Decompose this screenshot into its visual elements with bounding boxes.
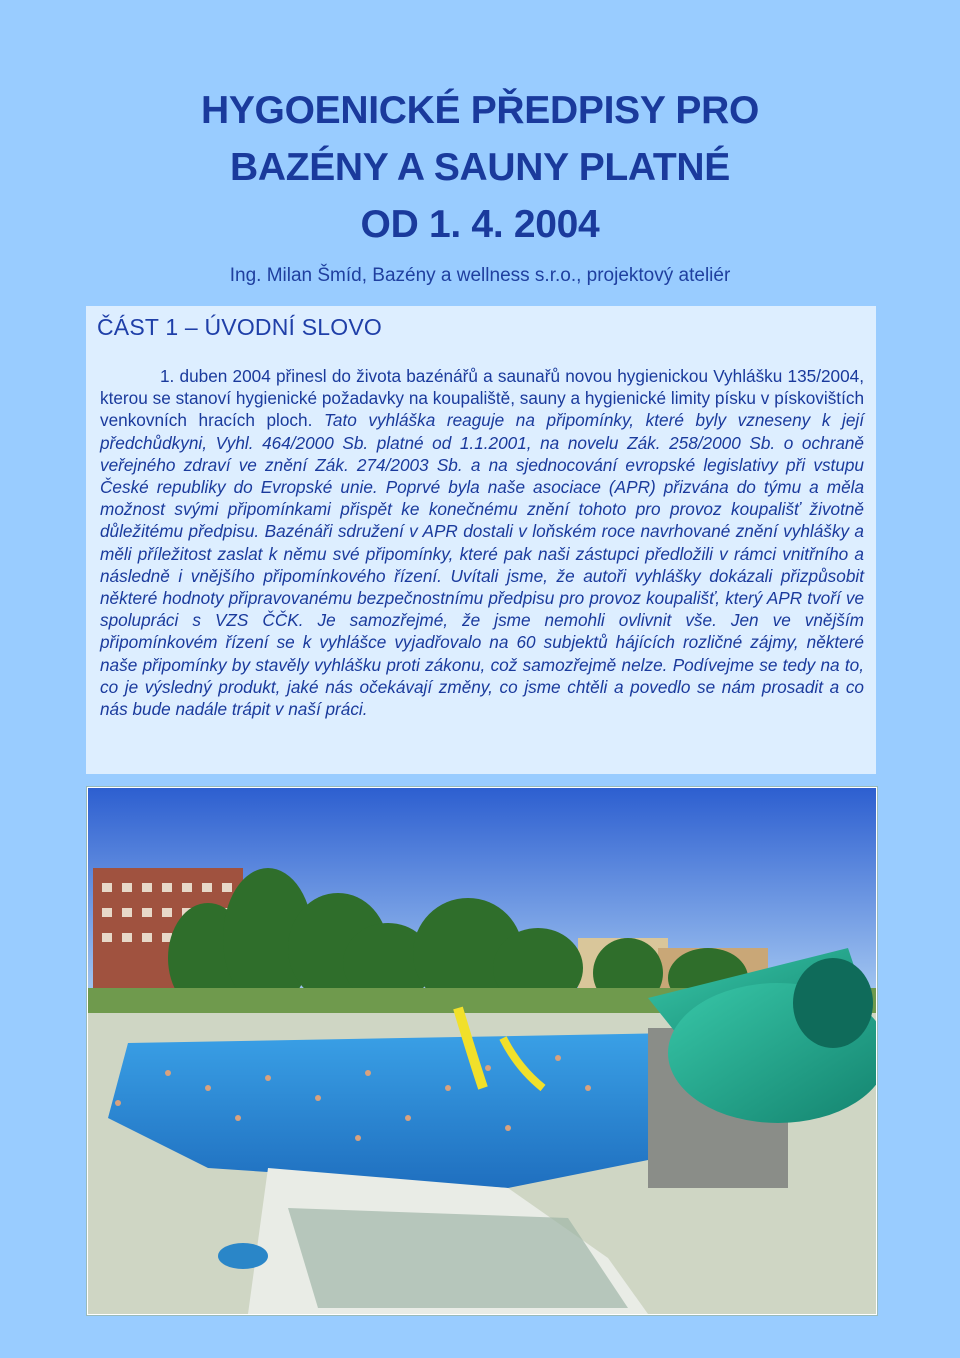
outdoor-pool-photo [88,788,876,1314]
intro-paragraph [100,365,864,720]
sentence-6: Je samozřejmé, že jsme nemohli ovlivnit vše. [317,610,717,631]
section-heading: ČÁST 1 – ÚVODNÍ SLOVO [97,314,382,340]
sentence-1: 1. duben 2004 přinesl do života bazénářů a saunařů novou hygienickou Vyhlášku 135/2004, kterou se stanoví hygienické požadavky na koupaliště, sauny a hygienické limity písku v pískovištích venkovních hracích ploch. [100,366,864,431]
sentence-8: Podívejme se tedy na to, co je výsledný produkt, jaké nás očekávají změny, co jsme chtěli a povedlo se nám prosadit a co nás bude nadále trápit v naší práci. [100,654,864,720]
document-title [0,82,960,253]
author-line: Ing. Milan Šmíd, Bazény a wellness s.r.o., projektový ateliér [229,265,731,286]
sentence-2: Tato vyhláška reaguje na připomínky, které byly vzneseny k její předchůdkyni, Vyhl. 464/2000 Sb. platné od 1.1.2001, na novelu Zák. 258/2000 Sb. o ochraně veřejného zdraví ve znění Zák. 274/2003 Sb. a na sjednocování evropské legislativy při vstupu České republiky do Evropské unie. [100,410,865,498]
sentence-5: Uvítali jsme, že autoři vyhlášky dokázali přizpůsobit některé hodnoty připravovanému bezpečnostnímu předpisu pro provoz koupališť, který APR tvoří ve spolupráci s VZS ČČK. [100,565,864,631]
sentence-7: Jen ve vnějším připomínkovém řízení se k vyhlášce vyjadřovalo na 60 subjektů hájících rozličné zájmy, některé naše připomínky by stavěly vyhlášku proti zákonu, což samozřejmě nelze. [100,610,864,675]
sentence-3: Poprvé byla naše asociace (APR) přizvána do týmu a měla možnost svými připomínkami přispět ke konečnému znění tohoto pro provoz koupališť životně důležitému předpisu. [100,477,865,542]
title-line-1: HYGOENICKÉ PŘEDPISY PRO [200,89,759,132]
title-line-2: BAZÉNY A SAUNY PLATNÉ [229,146,731,189]
title-line-3: OD 1. 4. 2004 [360,203,600,246]
pool-drain [218,1243,268,1269]
sentence-4: Bazénáři sdružení v APR dostali v loňském roce navrhované znění vyhlášky a měli příležitost zaslat k němu své připomínky, které pak naši zástupci předložili v rámci vnitřního a následně i vnějšího připomínkového řízení. [100,521,864,586]
